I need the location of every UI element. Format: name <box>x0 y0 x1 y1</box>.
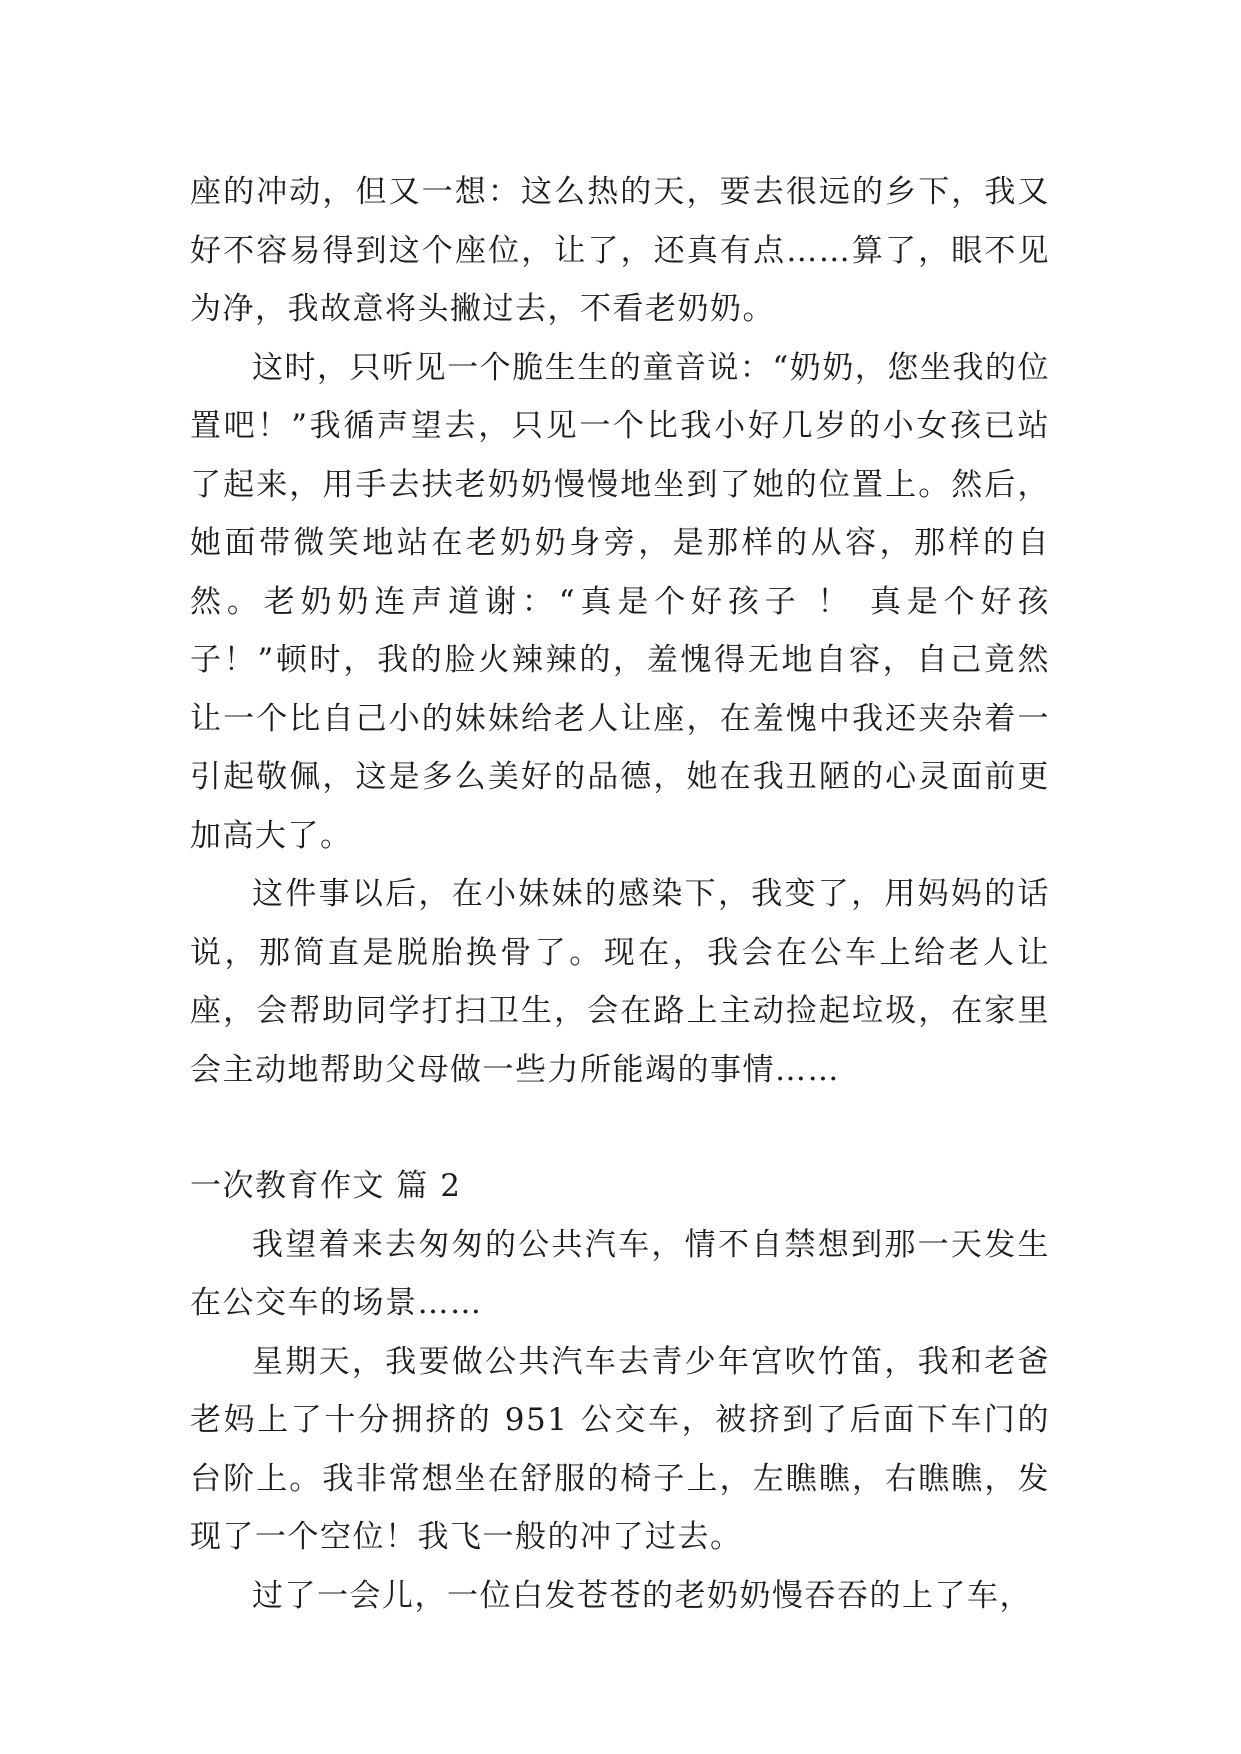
paragraph-bus-memory: 我望着来去匆匆的公共汽车，情不自禁想到那一天发生在公交车的场景…… <box>190 1226 1050 1321</box>
paragraph-after-event: 这件事以后，在小妹妹的感染下，我变了，用妈妈的话说，那简直是脱胎换骨了。现在，我会在公车上给老人让座，会帮助同学打扫卫生，会在路上主动捡起垃圾，在家里会主动地帮助父母做一些力所能竭的事情…… <box>190 876 1050 1088</box>
document-body <box>190 163 1050 1625</box>
section-spacer <box>190 1099 1050 1157</box>
paragraph-continuation: 座的冲动，但又一想：这么热的天，要去很远的乡下，我又好不容易得到这个座位，让了，还真有点……算了，眼不见为净，我故意将头撇过去，不看老奶奶。 <box>190 174 1050 327</box>
paragraph-girl-gives-seat: 这时，只听见一个脆生生的童音说：“奶奶，您坐我的位置吧！”我循声望去，只见一个比我小好几岁的小女孩已站了起来，用手去扶老奶奶慢慢地坐到了她的位置上。然后，她面带微笑地站在老奶奶身旁，是那样的从容，那样的自然。老奶奶连声道谢：“真是个好孩子 ！ 真是个好孩子！”顿时，我的脸火辣辣的，羞愧得无地自容，自己竟然让一个比自己小的妹妹给老人让座，在羞愧中我还夹杂着一引起敬佩，这是多么美好的品德，她在我丑陋的心灵面前更加高大了。 <box>190 349 1050 854</box>
paragraph-sunday-bus: 星期天，我要做公共汽车去青少年宫吹竹笛，我和老爸老妈上了十分拥挤的 951 公交车，被挤到了后面下车门的台阶上。我非常想坐在舒服的椅子上，左瞧瞧，右瞧瞧，发现了一个空位！我飞一般的冲了过去。 <box>190 1343 1050 1555</box>
section-heading: 一次教育作文 篇 2 <box>190 1168 462 1204</box>
paragraph-old-lady: 过了一会儿，一位白发苍苍的老奶奶慢吞吞的上了车， <box>252 1577 1032 1614</box>
